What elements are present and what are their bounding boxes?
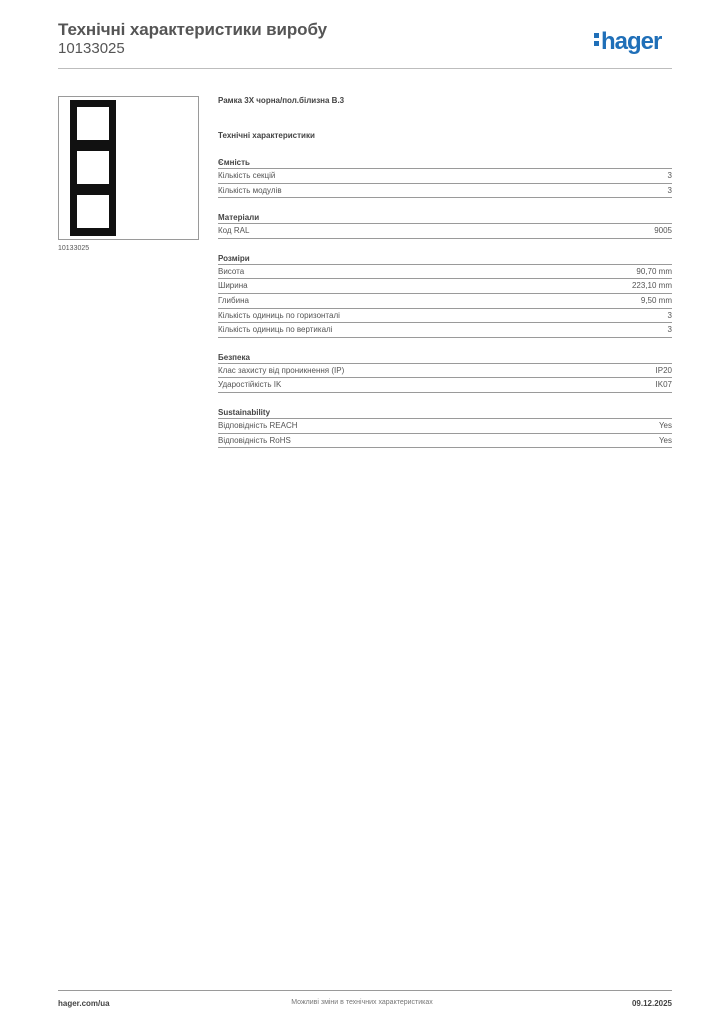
- spec-value: Yes: [658, 420, 672, 430]
- spec-group: [218, 253, 672, 338]
- logo-text: hager: [601, 28, 662, 55]
- spec-group-title: Sustainability: [218, 407, 672, 419]
- spec-heading: Технічні характеристики: [218, 131, 315, 140]
- spec-group-title: Матеріали: [218, 212, 672, 224]
- spec-value: 9,50 mm: [640, 295, 672, 305]
- product-image: [58, 96, 199, 240]
- logo-dots-icon: [594, 33, 599, 47]
- spec-label: Кількість секцій: [218, 171, 276, 180]
- hager-logo: [594, 28, 661, 56]
- spec-value: Yes: [658, 435, 672, 445]
- spec-group: [218, 352, 672, 393]
- spec-label: Кількість одиниць по горизонталі: [218, 310, 340, 320]
- spec-groups: [218, 157, 672, 448]
- spec-value: 90,70 mm: [636, 266, 672, 276]
- spec-label: Кількість одиниць по вертикалі: [218, 325, 333, 335]
- footer-website-link[interactable]: hager.com/ua: [58, 999, 110, 1008]
- spec-value: 3: [667, 185, 672, 195]
- product-name: Рамка 3X чорна/пол.білизна В.3: [218, 96, 345, 105]
- spec-row: [218, 364, 672, 379]
- spec-row: [218, 378, 672, 393]
- footer-date: 09.12.2025: [631, 999, 672, 1008]
- spec-group-title: Розміри: [218, 253, 672, 265]
- spec-label: Відповідність RoHS: [218, 435, 291, 445]
- footer-note: Можливі зміни в технічних характеристиках: [291, 999, 433, 1006]
- spec-row: [218, 323, 672, 338]
- spec-row: [218, 279, 672, 294]
- spec-row: [218, 184, 672, 199]
- document-title: Технічні характеристики виробу: [58, 20, 327, 39]
- spec-group: [218, 407, 672, 448]
- spec-value: 3: [667, 310, 672, 320]
- spec-row: [218, 224, 672, 239]
- spec-label: Код RAL: [218, 226, 250, 236]
- spec-value: 3: [667, 171, 672, 180]
- spec-row: [218, 309, 672, 324]
- spec-row: [218, 265, 672, 280]
- spec-sheet: [218, 96, 672, 448]
- spec-row: [218, 169, 672, 184]
- spec-group: [218, 157, 672, 198]
- spec-label: Ударостійкість IK: [218, 380, 282, 390]
- spec-group-title: Ємність: [218, 157, 672, 169]
- spec-label: Клас захисту від проникнення (IP): [218, 365, 345, 375]
- spec-value: IP20: [655, 365, 672, 375]
- spec-label: Ширина: [218, 281, 248, 291]
- image-caption: 10133025: [58, 245, 90, 252]
- spec-value: 3: [667, 325, 672, 335]
- spec-label: Висота: [218, 266, 245, 276]
- three-gang-frame-icon: [59, 97, 198, 239]
- spec-value: IK07: [655, 380, 672, 390]
- header-divider: [58, 68, 672, 69]
- spec-row: [218, 419, 672, 434]
- spec-group-title: Безпека: [218, 352, 672, 364]
- spec-row: [218, 434, 672, 449]
- spec-value: 223,10 mm: [631, 281, 672, 291]
- footer-divider: [58, 990, 672, 991]
- spec-value: 9005: [654, 226, 672, 236]
- spec-label: Глибина: [218, 295, 249, 305]
- spec-row: [218, 294, 672, 309]
- spec-label: Кількість модулів: [218, 185, 282, 195]
- spec-label: Відповідність REACH: [218, 420, 298, 430]
- product-code: 10133025: [58, 40, 125, 57]
- spec-group: [218, 212, 672, 239]
